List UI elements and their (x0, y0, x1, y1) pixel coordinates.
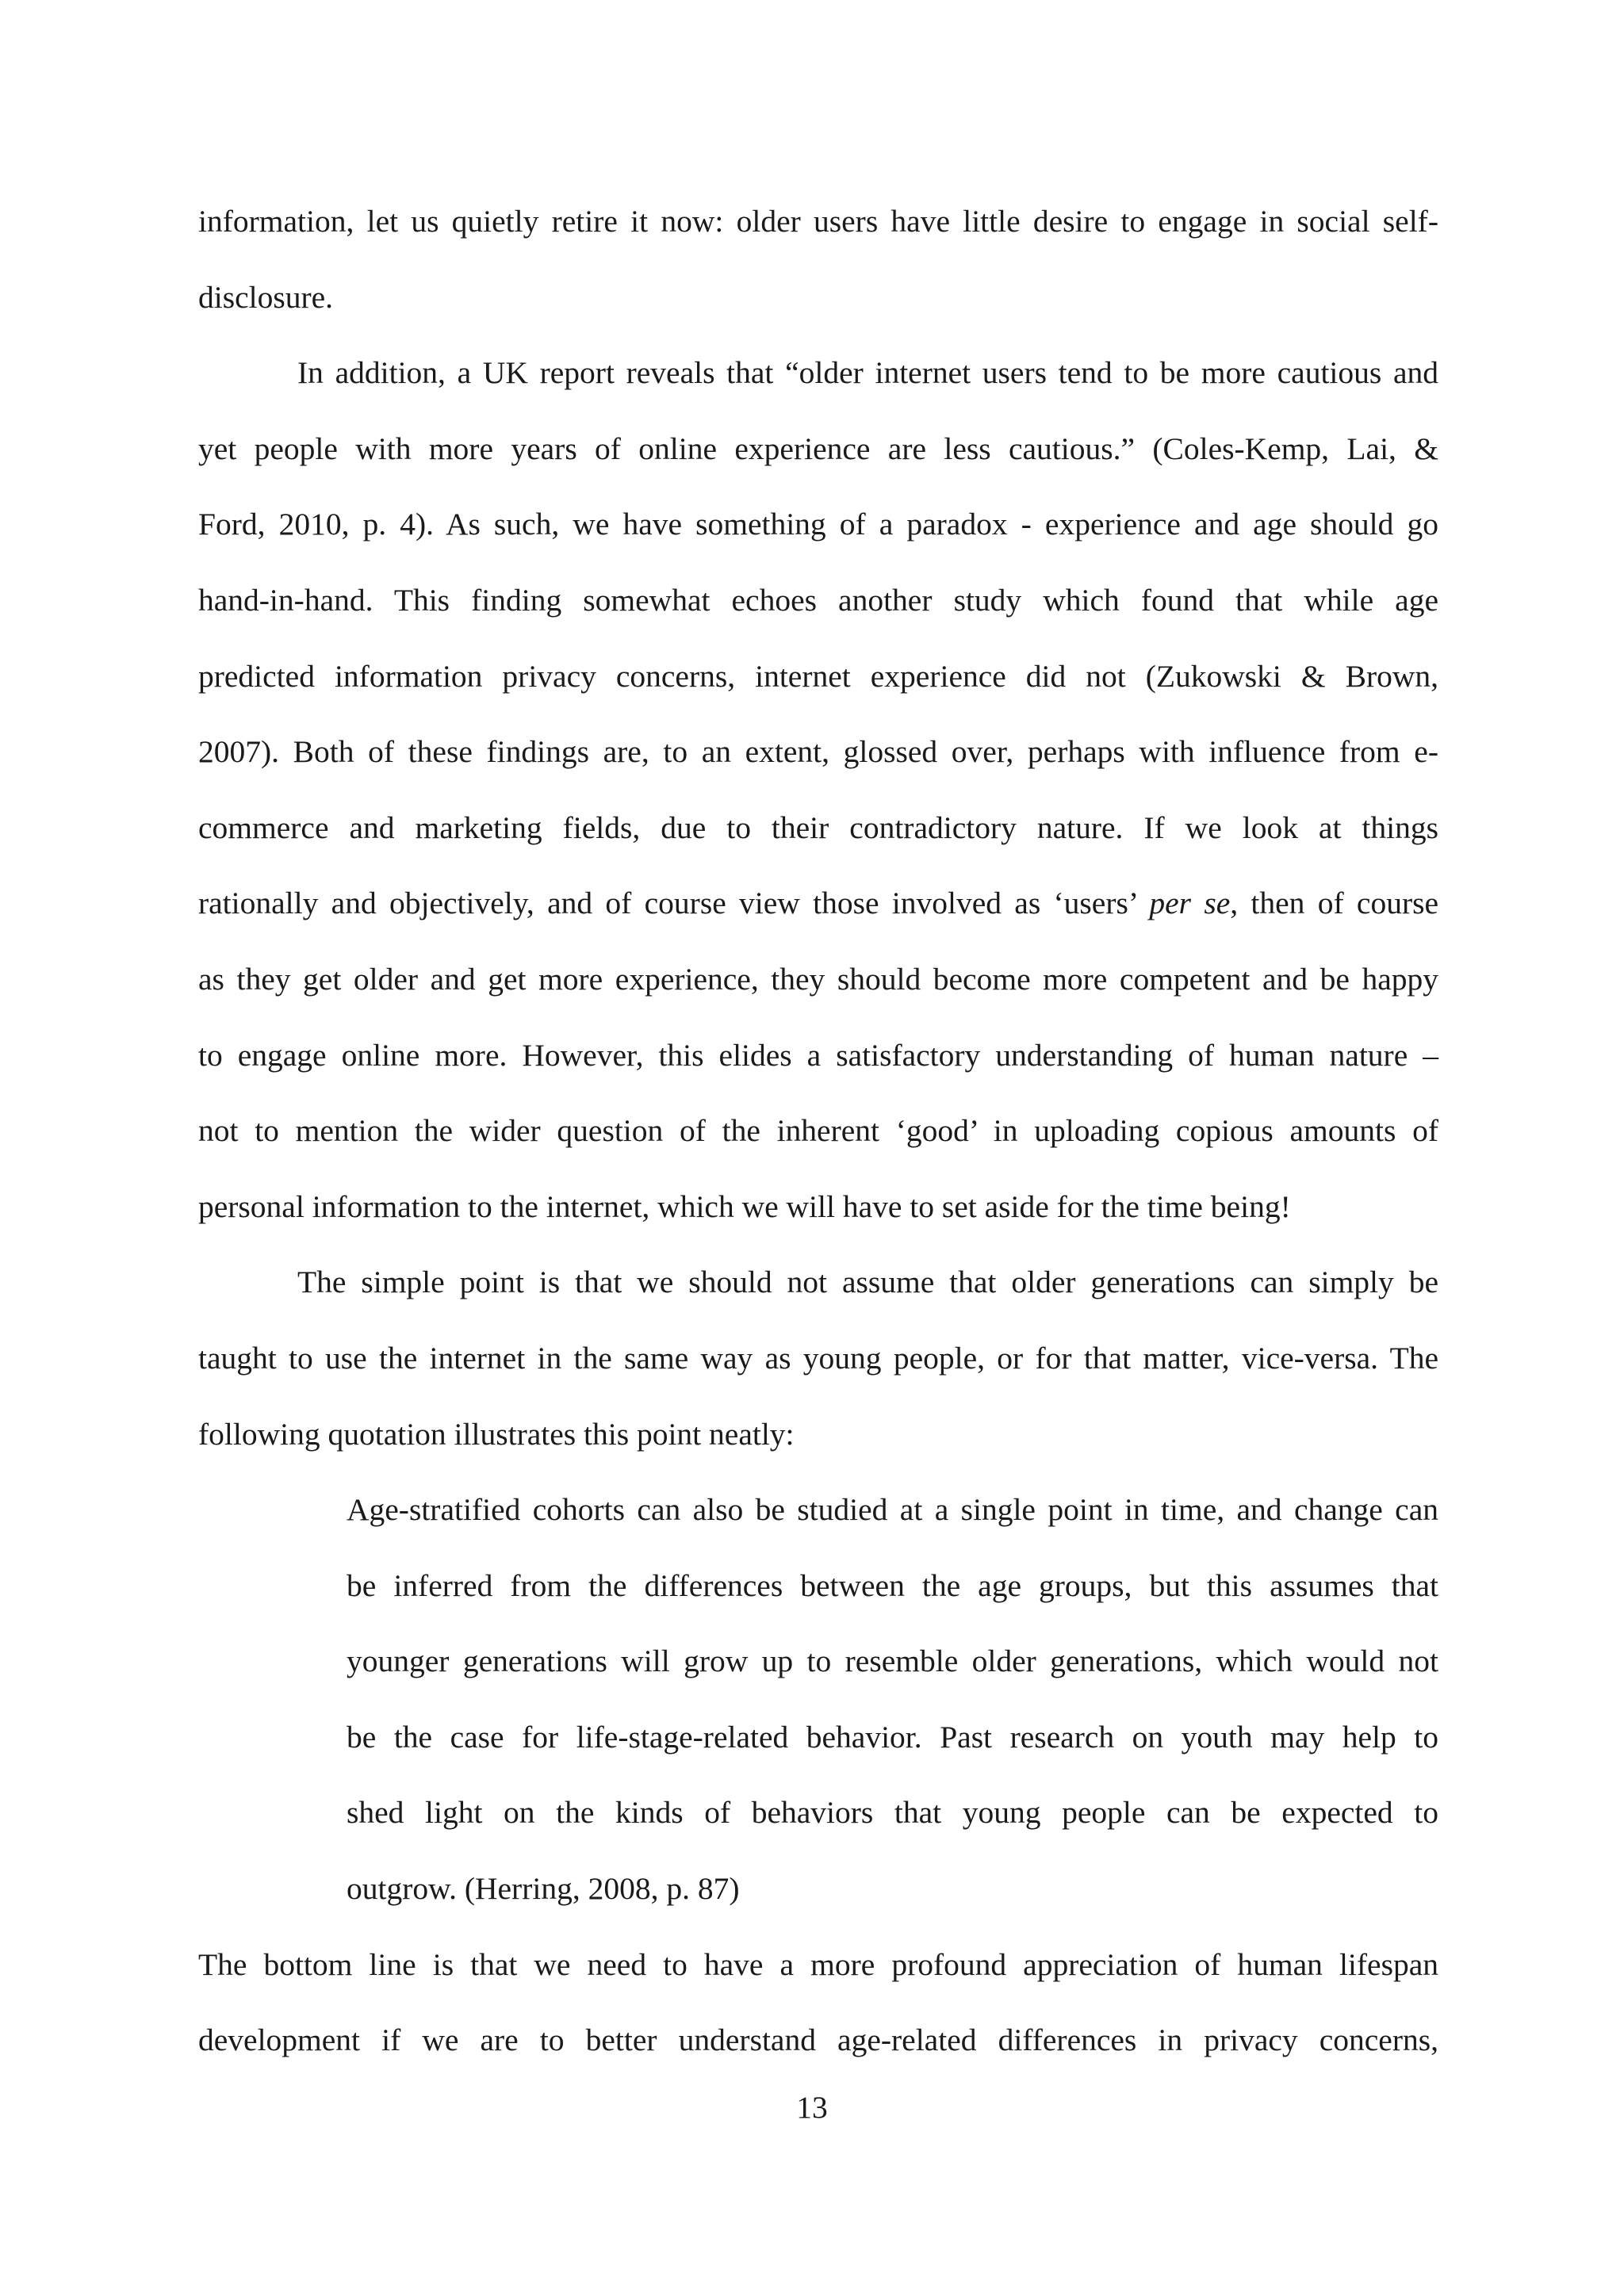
page-number: 13 (796, 2090, 828, 2125)
block-quote-line: younger generations will grow up to resemble older generations, which would not (347, 1644, 1438, 1679)
text-line: The bottom line is that we need to have a more profound appreciation of human lifespan (198, 1946, 1438, 1982)
body-text (198, 184, 1438, 2079)
text-line: to engage online more. However, this elides a satisfactory understanding of human nature – (198, 1037, 1438, 1073)
paragraph-first-line: The simple point is that we should not assume that older generations can simply be (297, 1265, 1438, 1300)
text-line: taught to use the internet in the same way as young people, or for that matter, vice-versa. The (198, 1340, 1438, 1376)
text-line: as they get older and get more experience, they should become more competent and be happy (198, 961, 1438, 997)
paragraph-first-line: In addition, a UK report reveals that “older internet users tend to be more cautious and (297, 355, 1438, 391)
text-line: personal information to the internet, which we will have to set aside for the time being! (198, 1188, 1291, 1224)
text-segment: , then of course (1230, 886, 1439, 921)
text-line: 2007). Both of these findings are, to an extent, glossed over, perhaps with influence from e- (198, 734, 1438, 770)
text-line: disclosure. (198, 279, 334, 315)
text-line: information, let us quietly retire it now: older users have little desire to engage in social self- (198, 204, 1438, 239)
block-quote-line: Age-stratified cohorts can also be studied at a single point in time, and change can (347, 1492, 1438, 1528)
block-quote-line: outgrow. (Herring, 2008, p. 87) (347, 1871, 740, 1907)
block-quote-line: be inferred from the differences between the age groups, but this assumes that (347, 1567, 1438, 1603)
block-quote-line: shed light on the kinds of behaviors that young people can be expected to (347, 1795, 1438, 1831)
text-line: commerce and marketing fields, due to their contradictory nature. If we look at things (198, 809, 1438, 845)
text-line: predicted information privacy concerns, internet experience did not (Zukowski & Brown, (198, 658, 1438, 694)
text-line: Ford, 2010, p. 4). As such, we have something of a paradox - experience and age should go (198, 507, 1438, 542)
text-line-with-italic (198, 866, 1438, 942)
text-line: hand-in-hand. This finding somewhat echoes another study which found that while age (198, 582, 1438, 618)
text-line: yet people with more years of online experience are less cautious.” (Coles-Kemp, Lai, & (198, 430, 1438, 466)
italic-term: per se (1149, 886, 1231, 921)
block-quote-line: be the case for life-stage-related behavior. Past research on youth may help to (347, 1719, 1438, 1755)
text-line: development if we are to better understand age-related differences in privacy concerns, (198, 2022, 1438, 2058)
text-segment: rationally and objectively, and of course view those involved as ‘users’ (198, 886, 1150, 921)
text-line: not to mention the wider question of the inherent ‘good’ in uploading copious amounts of (198, 1113, 1438, 1149)
text-line: following quotation illustrates this point neatly: (198, 1416, 795, 1452)
